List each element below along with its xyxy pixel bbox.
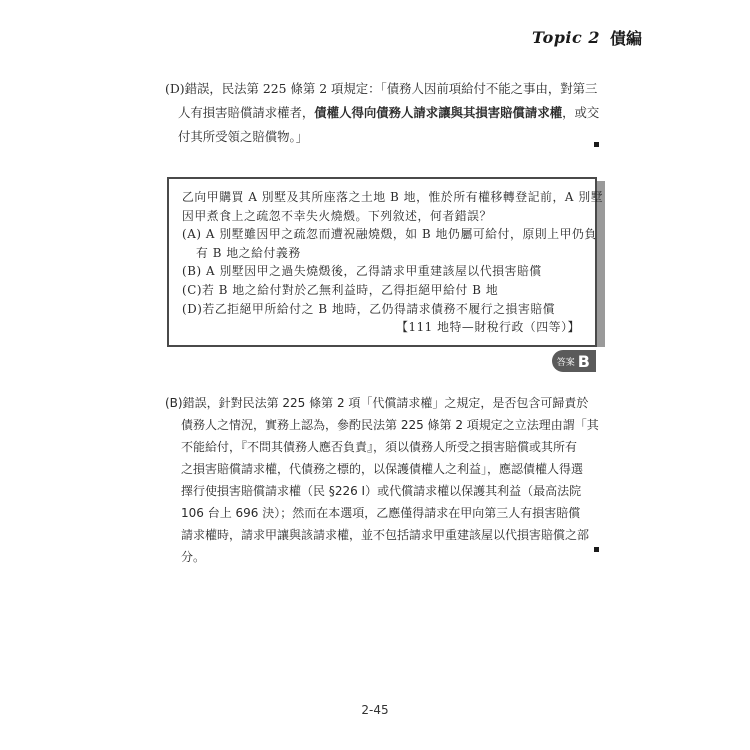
explanation-b-line-6: 106 台上 696 決）；然而在本選項，乙應僅得請求在甲向第三人有損害賠償 <box>181 506 581 520</box>
explanation-option-d <box>165 77 605 149</box>
question-stem-line-2: 因甲煮食上之疏忽不幸失火燒燬。下列敘述，何者錯誤？ <box>182 208 492 223</box>
answer-badge <box>552 350 596 372</box>
question-stem-line-1: 乙向甲購買 A 別墅及其所座落之土地 B 地，惟於所有權移轉登記前，A 別墅 <box>182 190 604 204</box>
explanation-b-line-4: 之損害賠償請求權，代債務之標的，以保護債權人之利益」，應認債權人得選 <box>181 462 584 476</box>
explanation-b-line-1: (B)錯誤，針對民法第 225 條第 2 項「代償請求權」之規定，是否包含可歸責於 <box>165 396 589 410</box>
explanation-d-bold-text: 債權人得向債務人請求讓與其損害賠償請求權 <box>314 105 563 120</box>
explanation-b-line-2: 債務人之情況，實務上認為，參酌民法第 225 條第 2 項規定之立法理由謂「其 <box>181 418 599 432</box>
option-d: (D)若乙拒絕甲所給付之 B 地時，乙仍得請求債務不履行之損害賠償 <box>182 301 556 316</box>
explanation-b-line-3: 不能給付，『不問其債務人應否負責』，須以債務人所受之損害賠償或其所有 <box>181 440 578 454</box>
explanation-option-b <box>165 392 610 568</box>
explanation-d-line-3: 付其所受領之賠償物。」 <box>178 129 309 144</box>
option-a-line-1: (A) A 別墅雖因甲之疏忽而遭祝融燒燬，如 B 地仍屬可給付，原則上甲仍負 <box>182 227 597 242</box>
explanation-b-line-8: 分。 <box>181 550 206 564</box>
chapter-title: 債編 <box>609 29 642 48</box>
end-mark-square <box>594 547 599 552</box>
explanation-d-line-2 <box>165 101 605 125</box>
question-box <box>167 177 604 347</box>
question-source: 【111 地特—財稅行政（四等）】 <box>396 320 580 335</box>
explanation-d-line-1: (D)錯誤，民法第 225 條第 2 項規定：「債務人因前項給付不能之事由，對第三 <box>165 81 598 96</box>
option-b: (B) A 別墅因甲之過失燒燬後，乙得請求甲重建該屋以代損害賠償 <box>182 264 542 279</box>
question-text <box>182 188 604 337</box>
explanation-b-line-5: 擇行使損害賠償請求權（民 §226 Ⅰ）或代償請求權以保護其利益（最高法院 <box>181 484 582 498</box>
answer-label: 答案 <box>556 357 575 368</box>
page-number: 2-45 <box>361 703 389 717</box>
page-header <box>532 26 642 49</box>
explanation-b-line-7: 請求權時，請求甲讓與該請求權，並不包括請求甲重建該屋以代損害賠償之部 <box>181 528 590 542</box>
explanation-d-line-2c: ，或交 <box>562 105 600 120</box>
answer-letter: B <box>577 351 590 371</box>
option-a-line-2: 有 B 地之給付義務 <box>196 245 301 260</box>
end-mark-square <box>594 142 599 147</box>
option-c: (C)若 B 地之給付對於乙無利益時，乙得拒絕甲給付 B 地 <box>182 282 499 297</box>
explanation-d-line-2a: 人有損害賠償請求權者， <box>178 105 315 120</box>
topic-logo: Topic 2 <box>532 28 600 47</box>
